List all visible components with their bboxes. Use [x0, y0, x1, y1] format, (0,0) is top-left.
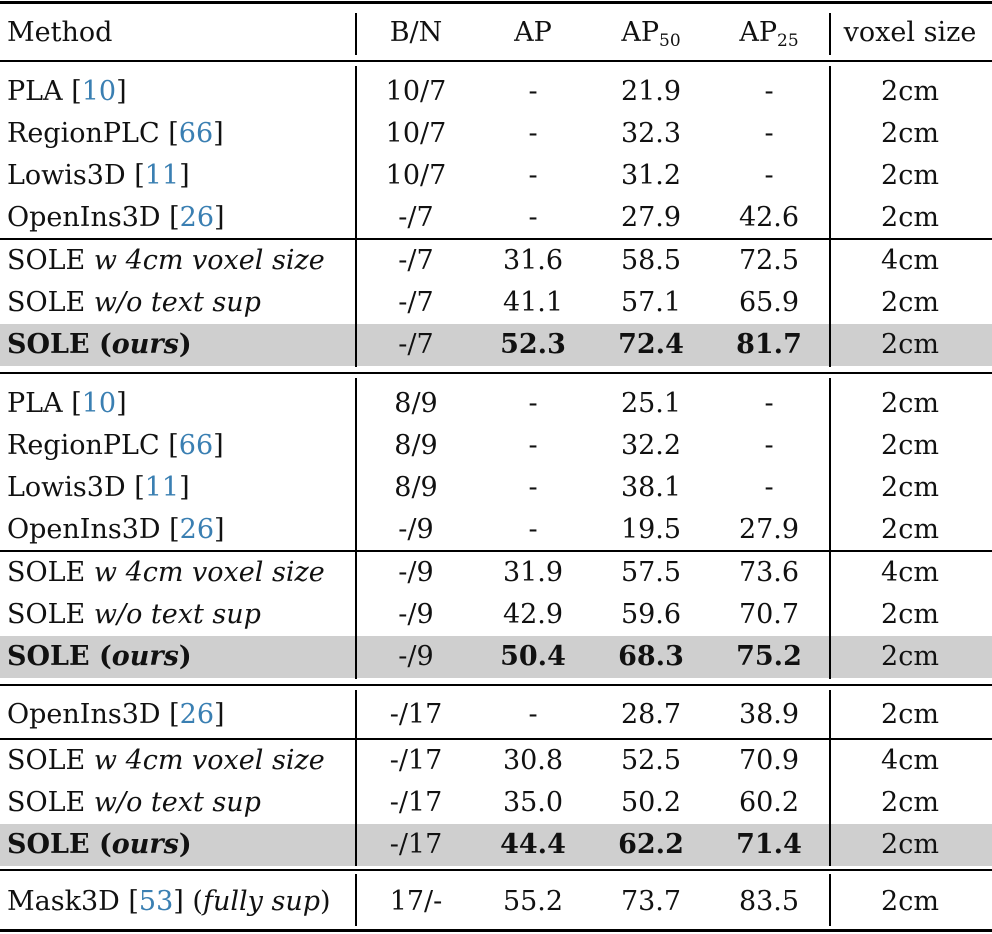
method-cell: OpenIns3D [26]	[7, 699, 225, 730]
bn-cell: -/7	[398, 329, 434, 360]
bn-cell: -/7	[398, 245, 434, 276]
ours-label: ours	[111, 641, 179, 672]
method-column-divider	[355, 378, 357, 679]
method-variant: w/o text sup	[93, 599, 261, 630]
header-voxel-size: voxel size	[843, 17, 977, 48]
table-row	[0, 824, 992, 866]
ap25-cell: -	[764, 388, 774, 419]
ap-cell: -	[528, 76, 538, 107]
ap50-cell: 25.1	[620, 388, 682, 419]
table-row	[0, 509, 992, 551]
citation-link: 66	[178, 118, 214, 149]
table-row	[0, 240, 992, 282]
method-name: PLA	[7, 388, 63, 419]
table-row	[0, 694, 992, 736]
ap50-cell: 62.2	[618, 829, 684, 860]
voxel-size-cell: 2cm	[881, 160, 939, 191]
voxel-column-divider	[829, 378, 831, 679]
bn-cell: 8/9	[394, 472, 438, 503]
voxel-size-cell: 4cm	[881, 557, 939, 588]
ap25-cell: 38.9	[738, 699, 800, 730]
table-row	[0, 282, 992, 324]
ap-cell: -	[528, 202, 538, 233]
ap25-cell: 70.9	[738, 745, 800, 776]
ap50-cell: 50.2	[620, 787, 682, 818]
method-cell: RegionPLC [66]	[7, 430, 224, 461]
table-row	[0, 594, 992, 636]
voxel-size-cell: 2cm	[881, 699, 939, 730]
voxel-size-cell: 4cm	[881, 745, 939, 776]
method-variant: w 4cm voxel size	[93, 557, 325, 588]
ap25-cell: 65.9	[738, 287, 800, 318]
header-ap: AP	[514, 17, 552, 48]
bn-cell: -/17	[389, 829, 443, 860]
ap50-cell: 27.9	[620, 202, 682, 233]
bn-cell: -/9	[398, 557, 434, 588]
voxel-size-cell: 4cm	[881, 245, 939, 276]
method-name: SOLE	[7, 599, 86, 630]
ap50-cell: 73.7	[620, 886, 682, 917]
bn-cell: 10/7	[385, 76, 447, 107]
bn-cell: -/17	[389, 787, 443, 818]
ap-cell: 31.9	[502, 557, 564, 588]
table-row	[0, 197, 992, 239]
table-row	[0, 881, 992, 923]
ap-cell: 44.4	[500, 829, 566, 860]
ap-cell: -	[528, 699, 538, 730]
bn-cell: -/9	[398, 599, 434, 630]
citation-link: 26	[179, 699, 215, 730]
ap-cell: 31.6	[502, 245, 564, 276]
ap-cell: -	[528, 472, 538, 503]
header-bn: B/N	[389, 17, 443, 48]
table-row	[0, 782, 992, 824]
ap25-cell: 73.6	[738, 557, 800, 588]
method-name: Lowis3D	[7, 160, 126, 191]
citation-link: 66	[178, 430, 214, 461]
ap25-cell: 71.4	[736, 829, 802, 860]
voxel-size-cell: 2cm	[881, 641, 939, 672]
ap25-cell: 75.2	[736, 641, 802, 672]
ours-label: ours	[111, 329, 179, 360]
bn-cell: 8/9	[394, 388, 438, 419]
method-name: SOLE	[7, 787, 86, 818]
ap-cell: 42.9	[502, 599, 564, 630]
ap50-cell: 21.9	[620, 76, 682, 107]
header-row	[0, 12, 992, 54]
ap-cell: 50.4	[500, 641, 566, 672]
ap50-cell: 72.4	[618, 329, 684, 360]
ap25-cell: 81.7	[736, 329, 802, 360]
ap50-cell: 57.5	[620, 557, 682, 588]
method-name: SOLE	[7, 641, 90, 672]
voxel-size-cell: 2cm	[881, 329, 939, 360]
method-column-divider	[355, 690, 357, 866]
method-name: SOLE	[7, 829, 90, 860]
table-row	[0, 113, 992, 155]
ap50-cell: 52.5	[620, 745, 682, 776]
table-row	[0, 155, 992, 197]
method-cell: Lowis3D [11]	[7, 160, 190, 191]
voxel-size-cell: 2cm	[881, 787, 939, 818]
ap25-cell: 72.5	[738, 245, 800, 276]
table-row	[0, 383, 992, 425]
method-name: Lowis3D	[7, 472, 126, 503]
method-name: OpenIns3D	[7, 699, 161, 730]
citation-link: 10	[81, 76, 117, 107]
ap25-cell: 60.2	[738, 787, 800, 818]
bn-cell: 10/7	[385, 160, 447, 191]
table-row	[0, 324, 992, 366]
ap-cell: 41.1	[502, 287, 564, 318]
header-method: Method	[7, 17, 113, 48]
ap25-cell: 83.5	[738, 886, 800, 917]
voxel-size-cell: 2cm	[881, 388, 939, 419]
method-cell: PLA [10]	[7, 76, 127, 107]
method-cell	[7, 594, 261, 636]
bn-cell: 10/7	[385, 118, 447, 149]
voxel-column-divider	[829, 874, 831, 926]
method-name: SOLE	[7, 245, 86, 276]
method-name: Mask3D	[7, 886, 120, 917]
ap50-cell: 32.3	[620, 118, 682, 149]
block1-end-rule	[0, 372, 992, 374]
voxel-size-cell: 2cm	[881, 287, 939, 318]
voxel-size-cell: 2cm	[881, 829, 939, 860]
voxel-size-cell: 2cm	[881, 430, 939, 461]
citation-link: 11	[144, 472, 180, 503]
method-variant: w/o text sup	[93, 787, 261, 818]
method-cell	[7, 740, 325, 782]
method-cell: SOLE (ours)	[7, 829, 192, 860]
ap-cell: 35.0	[502, 787, 564, 818]
ap50-cell: 59.6	[620, 599, 682, 630]
ap-cell: -	[528, 160, 538, 191]
bn-cell: 17/-	[389, 886, 443, 917]
bn-cell: -/9	[398, 514, 434, 545]
method-name: SOLE	[7, 329, 90, 360]
bottom-rule	[0, 929, 992, 932]
method-column-divider	[355, 66, 357, 367]
ap50-cell: 19.5	[620, 514, 682, 545]
method-name: SOLE	[7, 745, 86, 776]
voxel-column-divider	[829, 690, 831, 866]
ap25-cell: -	[764, 160, 774, 191]
voxel-size-cell: 2cm	[881, 472, 939, 503]
method-column-divider	[355, 874, 357, 926]
bn-cell: -/9	[398, 641, 434, 672]
method-cell: PLA [10]	[7, 388, 127, 419]
block3-end-rule	[0, 869, 992, 871]
ap-cell: -	[528, 118, 538, 149]
citation-link: 10	[81, 388, 117, 419]
ap-cell: -	[528, 514, 538, 545]
method-name: PLA	[7, 76, 63, 107]
ap25-cell: 70.7	[738, 599, 800, 630]
method-cell: OpenIns3D [26]	[7, 514, 225, 545]
method-cell: Mask3D [53] (fully sup)	[7, 886, 331, 917]
table-row	[0, 636, 992, 678]
block2-end-rule	[0, 684, 992, 686]
bn-cell: 8/9	[394, 430, 438, 461]
ap25-cell: 42.6	[738, 202, 800, 233]
method-cell: RegionPLC [66]	[7, 118, 224, 149]
method-variant: fully sup	[202, 886, 320, 917]
method-cell	[7, 782, 261, 824]
header-ap25: $AP_{25}$	[739, 17, 799, 51]
ap50-cell: 28.7	[620, 699, 682, 730]
ap50-cell: 32.2	[620, 430, 682, 461]
bn-cell: -/17	[389, 699, 443, 730]
ap-cell: -	[528, 430, 538, 461]
bn-cell: -/7	[398, 202, 434, 233]
method-name: SOLE	[7, 557, 86, 588]
method-name: RegionPLC	[7, 118, 160, 149]
voxel-size-cell: 2cm	[881, 514, 939, 545]
ap25-cell: -	[764, 76, 774, 107]
method-name: RegionPLC	[7, 430, 160, 461]
method-cell: OpenIns3D [26]	[7, 202, 225, 233]
method-name: OpenIns3D	[7, 202, 161, 233]
method-variant: w 4cm voxel size	[93, 245, 325, 276]
citation-link: 53	[138, 886, 174, 917]
ap-cell: 52.3	[500, 329, 566, 360]
table-row	[0, 552, 992, 594]
table-row	[0, 425, 992, 467]
method-name: OpenIns3D	[7, 514, 161, 545]
table-row	[0, 467, 992, 509]
table-row	[0, 740, 992, 782]
top-rule	[0, 1, 992, 4]
ap25-cell: -	[764, 430, 774, 461]
method-cell	[7, 552, 325, 594]
ap-cell: 30.8	[502, 745, 564, 776]
method-variant: w 4cm voxel size	[93, 745, 325, 776]
method-variant: w/o text sup	[93, 287, 261, 318]
method-name: SOLE	[7, 287, 86, 318]
ap25-cell: -	[764, 118, 774, 149]
citation-link: 11	[144, 160, 180, 191]
bn-cell: -/17	[389, 745, 443, 776]
method-column-divider	[355, 13, 357, 55]
method-cell	[7, 240, 325, 282]
method-cell: SOLE (ours)	[7, 329, 192, 360]
ap25-cell: -	[764, 472, 774, 503]
voxel-size-cell: 2cm	[881, 599, 939, 630]
bn-cell: -/7	[398, 287, 434, 318]
header-rule	[0, 60, 992, 62]
ap50-cell: 57.1	[620, 287, 682, 318]
voxel-size-cell: 2cm	[881, 76, 939, 107]
voxel-size-cell: 2cm	[881, 886, 939, 917]
citation-link: 26	[179, 202, 215, 233]
ap25-cell: 27.9	[738, 514, 800, 545]
method-cell	[7, 282, 261, 324]
voxel-size-cell: 2cm	[881, 202, 939, 233]
header-ap50: $AP_{50}$	[621, 17, 681, 51]
voxel-size-cell: 2cm	[881, 118, 939, 149]
ap-cell: -	[528, 388, 538, 419]
ap50-cell: 31.2	[620, 160, 682, 191]
ap50-cell: 68.3	[618, 641, 684, 672]
voxel-column-divider	[829, 13, 831, 55]
method-cell: SOLE (ours)	[7, 641, 192, 672]
ap50-cell: 58.5	[620, 245, 682, 276]
method-cell: Lowis3D [11]	[7, 472, 190, 503]
ap50-cell: 38.1	[620, 472, 682, 503]
ours-label: ours	[111, 829, 179, 860]
citation-link: 26	[179, 514, 215, 545]
voxel-column-divider	[829, 66, 831, 367]
ap-cell: 55.2	[502, 886, 564, 917]
table-row	[0, 71, 992, 113]
